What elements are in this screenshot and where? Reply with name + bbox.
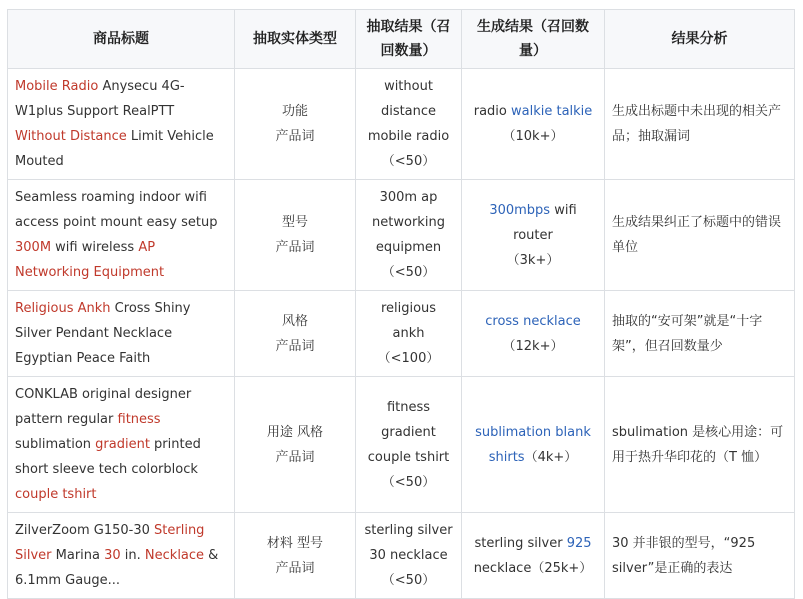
entity-type-label: 产品词 <box>275 338 315 354</box>
generate-segment: sterling silver <box>474 535 567 551</box>
generate-segment: （3k+） <box>506 252 560 268</box>
extract-line: without <box>384 79 433 94</box>
extract-line: （<50） <box>381 573 436 588</box>
generate-segment: 925 <box>566 535 592 551</box>
cell-product-title <box>8 291 235 377</box>
extract-line: gradient <box>381 424 436 440</box>
title-segment: Marina <box>51 548 105 563</box>
extract-line: （<50） <box>381 474 436 490</box>
title-segment: 300M <box>15 240 52 255</box>
entity-type-label: 产品词 <box>275 129 315 144</box>
entity-type-label: 功能 <box>281 104 308 119</box>
extract-line: mobile radio <box>367 129 450 144</box>
comparison-table <box>7 9 795 599</box>
cell-analysis: 生成出标题中未出现的相关产品；抽取漏词 <box>605 69 795 180</box>
title-segment: Anysecu 4G-W1plus Support RealPTT <box>15 79 185 119</box>
table-row <box>8 180 795 291</box>
table-row <box>8 291 795 377</box>
title-segment: AP Networking Equipment <box>15 240 165 280</box>
generate-segment: necklace（25k+） <box>473 560 593 576</box>
cell-extract-result <box>356 180 462 291</box>
cell-analysis: 30 并非银的型号，“925 silver”是正确的表达 <box>605 513 795 599</box>
entity-type-label: 产品词 <box>275 449 315 465</box>
cell-analysis: 抽取的“安可架”就是“十字架”，但召回数量少 <box>605 291 795 377</box>
title-segment: sublimation <box>15 437 96 452</box>
extract-line: 30 necklace <box>369 548 448 563</box>
header-analysis: 结果分析 <box>605 10 795 69</box>
cell-generate-result <box>462 69 605 180</box>
generate-segment: radio <box>473 104 511 119</box>
title-segment: CONKLAB original designer pattern regular <box>15 387 192 427</box>
generate-segment: （12k+） <box>502 338 564 354</box>
extract-line: religious ankh <box>380 301 437 341</box>
cell-product-title <box>8 377 235 513</box>
generate-segment: （10k+） <box>502 129 564 144</box>
cell-generate-result <box>462 291 605 377</box>
extract-line: （<50） <box>381 154 436 169</box>
title-segment: fitness <box>117 412 161 427</box>
header-extract-result: 抽取结果（召回数量） <box>356 10 462 69</box>
header-title: 商品标题 <box>8 10 235 69</box>
cell-product-title <box>8 513 235 599</box>
table-row <box>8 513 795 599</box>
title-segment: Necklace <box>144 548 205 563</box>
extract-line: distance <box>380 104 437 119</box>
entity-type-label: 产品词 <box>275 240 315 255</box>
cell-analysis: 生成结果纠正了标题中的错误单位 <box>605 180 795 291</box>
cell-extract-result <box>356 69 462 180</box>
title-segment: Sterling Silver <box>15 523 205 563</box>
table-body <box>8 69 795 599</box>
generate-segment: sublimation blank shirts <box>475 424 591 465</box>
title-segment: gradient <box>95 437 150 452</box>
extract-line: couple tshirt <box>367 449 450 465</box>
generate-segment: （4k+） <box>524 449 578 465</box>
title-segment: 30 <box>104 548 121 563</box>
title-segment: wifi wireless <box>51 240 139 255</box>
extract-line: 300m ap <box>379 190 438 205</box>
cell-generate-result <box>462 513 605 599</box>
cell-entity-type <box>235 291 356 377</box>
generate-segment: cross necklace <box>485 313 581 329</box>
title-segment: Mobile Radio <box>15 79 99 94</box>
entity-type-label: 材料 型号 <box>266 535 324 551</box>
entity-type-label: 风格 <box>281 313 308 329</box>
extract-line: （<100） <box>377 351 440 366</box>
extract-line: fitness <box>386 399 431 415</box>
cell-analysis: sbulimation 是核心用途：可用于热升华印花的（T 恤） <box>605 377 795 513</box>
cell-entity-type <box>235 377 356 513</box>
table-row <box>8 377 795 513</box>
header-entity-type: 抽取实体类型 <box>235 10 356 69</box>
extract-line: sterling silver <box>364 523 453 538</box>
generate-segment: walkie talkie <box>510 104 593 119</box>
title-segment: Religious Ankh <box>15 301 111 316</box>
generate-segment: 300mbps <box>489 202 551 218</box>
cell-extract-result <box>356 291 462 377</box>
extract-line: networking <box>372 215 445 230</box>
cell-product-title <box>8 69 235 180</box>
title-segment: ZilverZoom G150-30 <box>15 523 155 538</box>
title-segment: Without Distance <box>15 129 127 144</box>
cell-generate-result <box>462 180 605 291</box>
generate-segment: wifi router <box>513 202 577 243</box>
header-row <box>8 10 795 69</box>
entity-type-label: 用途 风格 <box>266 424 324 440</box>
title-segment: printed short sleeve tech colorblock <box>15 437 201 477</box>
table-row <box>8 69 795 180</box>
title-segment: Seamless roaming indoor wifi access point mount easy setup <box>15 190 218 230</box>
title-segment: Cross Shiny Silver Pendant Necklace Egyptian Peace Faith <box>15 301 191 366</box>
cell-extract-result <box>356 377 462 513</box>
cell-extract-result <box>356 513 462 599</box>
title-segment: Limit Vehicle Mouted <box>15 129 214 169</box>
cell-entity-type <box>235 513 356 599</box>
cell-entity-type <box>235 180 356 291</box>
title-segment: & 6.1mm Gauge... <box>15 548 219 588</box>
extract-line: （<50） <box>381 265 436 280</box>
entity-type-label: 产品词 <box>275 560 315 576</box>
extract-line: equipmen <box>375 240 442 255</box>
header-generate-result: 生成结果（召回数量） <box>462 10 605 69</box>
title-segment: couple tshirt <box>15 487 97 502</box>
cell-generate-result <box>462 377 605 513</box>
entity-type-label: 型号 <box>281 215 308 230</box>
cell-entity-type <box>235 69 356 180</box>
cell-product-title <box>8 180 235 291</box>
title-segment: in. <box>120 548 145 563</box>
